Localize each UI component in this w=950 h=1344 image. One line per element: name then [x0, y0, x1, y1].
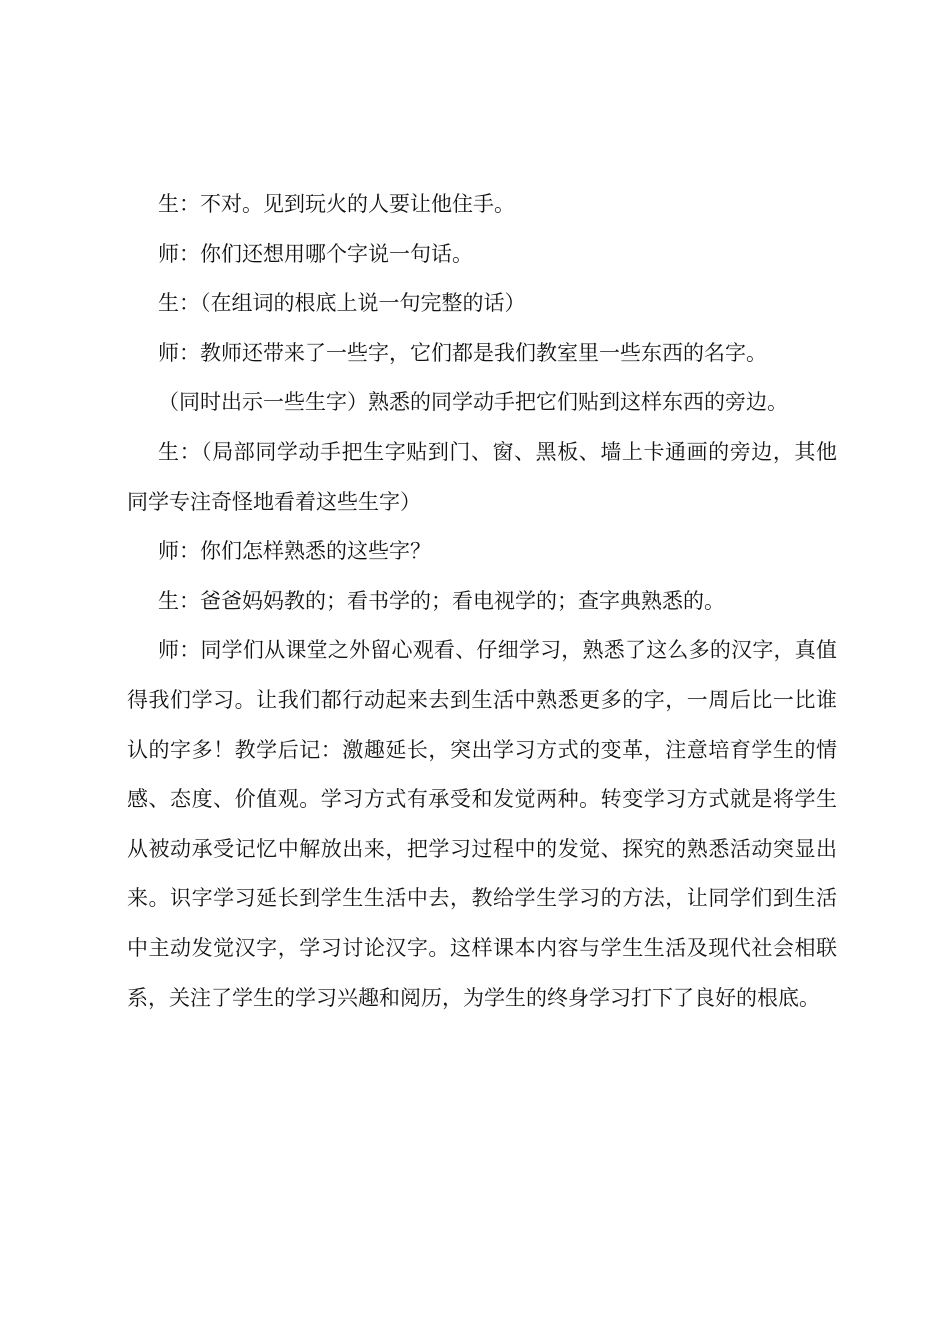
paragraph-9: 师：同学们从课堂之外留心观看、仔细学习，熟悉了这么多的汉字，真值得我们学习。让我们都行动起来去到生活中熟悉更多的字，一周后比一比谁认的字多！教学后记：激趣延长，突出学习方式的变革，注意培育学生的情感、态度、价值观。学习方式有承受和发觉两种。转变学习方式就是将学生从被动承受记忆中解放出来，把学习过程中的发觉、探究的熟悉活动突显出来。识字学习延长到学生生活中去，教给学生学习的方法，让同学们到生活中主动发觉汉字，学习讨论汉字。这样课本内容与学生生活及现代社会相联系，关注了学生的学习兴趣和阅历，为学生的终身学习打下了良好的根底。: [127, 638, 837, 1010]
paragraph-6: 生：（局部同学动手把生字贴到门、窗、黑板、墙上卡通画的旁边，其他同学专注奇怪地看着这些生字）: [127, 439, 837, 514]
paragraph-3: 生：（在组词的根底上说一句完整的话）: [158, 291, 526, 316]
paragraph-7: 师：你们怎样熟悉的这些字？: [158, 539, 431, 564]
document-body: [127, 180, 837, 1023]
paragraph-4: 师：教师还带来了一些字，它们都是我们教室里一些东西的名字。: [158, 340, 767, 365]
paragraph-2: 师：你们还想用哪个字说一句话。: [158, 241, 473, 266]
paragraph-5: （同时出示一些生字）熟悉的同学动手把它们贴到这样东西的旁边。: [158, 390, 788, 415]
paragraph-1: 生：不对。见到玩火的人要让他住手。: [158, 192, 515, 216]
paragraph-8: 生：爸爸妈妈教的；看书学的；看电视学的；查字典熟悉的。: [158, 588, 725, 613]
